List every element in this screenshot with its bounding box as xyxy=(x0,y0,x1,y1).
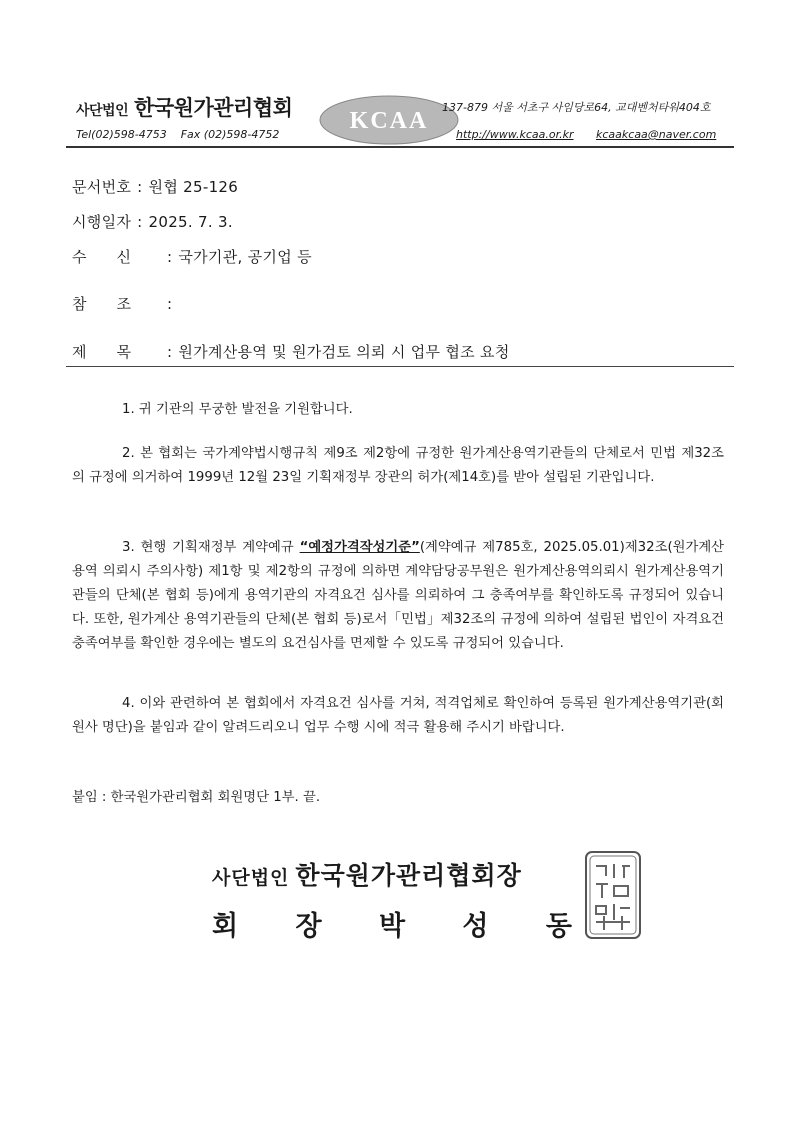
signature-org xyxy=(212,856,522,892)
recipient-row: 수신 : 국가기관, 공기업 등 xyxy=(72,248,312,266)
paragraph-1-text: 1. 귀 기관의 무궁한 발전을 기원합니다. xyxy=(122,402,353,417)
letterhead-contact xyxy=(76,128,279,141)
letterhead-org xyxy=(76,92,292,122)
paragraph-3 xyxy=(72,536,724,656)
paragraph-3-text-post: (계약예규 제785호, 2025.05.01)제32조(원가계산용역 의뢰시 주의사항) 제1항 및 제2항의 규정에 의하면 계약담당공무원은 원가계산용역의뢰시 원가계산용역기관들의 단체(본 협회 등)에게 용역기관의 자격요건 심사를 의뢰하여 그 충족여부를 확인하도록 규정되어 있습니다. 또한, 원가계산 용역기관들의 단체(본 협회 등)로서「민법」제32조의 규정에 의하여 설립된 법인이 자격요건 충족여부를 확인한 경우에는 별도의 요건심사를 면제할 수 있도록 규정되어 있습니다. xyxy=(72,540,725,651)
paragraph-3-emphasis: “예정가격작성기준” xyxy=(299,540,420,555)
subject-row: 제목 : 원가계산용역 및 원가검토 의뢰 시 업무 협조 요청 xyxy=(72,343,510,361)
recipient-label: 수신 xyxy=(72,248,161,266)
signature-char: 회 xyxy=(212,911,239,942)
paragraph-4 xyxy=(72,692,724,740)
signature-char: 박 xyxy=(378,911,406,942)
letterhead-divider xyxy=(66,146,734,148)
date-label: 시행일자 xyxy=(72,213,132,231)
paragraph-2-text: 2. 본 협회는 국가계약법시행규칙 제9조 제2항에 규정한 원가계산용역기관들의 단체로서 민법 제32조의 규정에 의거하여 1999년 12월 23일 기획재정부 장관의 허가(제14호)를 받아 설립된 기관입니다. xyxy=(72,446,724,485)
letterhead-fax: Fax (02)598-4752 xyxy=(180,128,280,141)
signature-name-line xyxy=(212,904,572,943)
signature-org-prefix: 사단법인 xyxy=(212,867,290,889)
attachment-note: 붙임 : 한국원가관리협회 회원명단 1부. 끝. xyxy=(72,790,321,805)
reference-row: 참조 : xyxy=(72,295,173,313)
doc-number-value: 원협 25-126 xyxy=(148,178,239,196)
letterhead-email-link[interactable]: kcaakcaa@naver.com xyxy=(596,128,717,141)
letterhead-website-link[interactable]: http://www.kcaa.or.kr xyxy=(456,128,574,141)
paragraph-1 xyxy=(72,398,724,422)
recipient-value: 국가기관, 공기업 등 xyxy=(178,248,312,266)
signature-char: 성 xyxy=(462,911,489,942)
paragraph-2 xyxy=(72,442,724,490)
subject-underline xyxy=(66,366,734,367)
signature-char: 동 xyxy=(545,911,572,942)
paragraph-3-text-pre: 3. 현행 기획재정부 계약예규 xyxy=(122,540,300,555)
kcaa-logo xyxy=(318,92,460,148)
letterhead-org-prefix: 사단법인 xyxy=(76,103,129,119)
letterhead-tel: Tel(02)598-4753 xyxy=(76,128,167,141)
kcaa-logo-text: KCAA xyxy=(349,108,429,134)
signature-char: 장 xyxy=(295,911,322,942)
date-row: 시행일자 : 2025. 7. 3. xyxy=(72,213,233,231)
letterhead-org-name: 한국원가관리협회 xyxy=(134,96,293,120)
signature-org-title: 한국원가관리협회장 xyxy=(295,861,522,890)
subject-label: 제목 xyxy=(72,343,161,361)
doc-number-label: 문서번호 xyxy=(72,178,132,196)
subject-value: 원가계산용역 및 원가검토 의뢰 시 업무 협조 요청 xyxy=(178,343,510,361)
official-seal-icon xyxy=(584,850,642,940)
letterhead-address: 137-879 서울 서초구 사임당로64, 교대벤처타워404호 xyxy=(442,101,711,114)
date-value: 2025. 7. 3. xyxy=(148,213,233,231)
reference-label: 참조 xyxy=(72,295,161,313)
paragraph-4-text: 4. 이와 관련하여 본 협회에서 자격요건 심사를 거쳐, 적격업체로 확인하여 등록된 원가계산용역기관(회원사 명단)을 붙임과 같이 알려드리오니 업무 수행 시에 적극 활용해 주시기 바랍니다. xyxy=(72,696,724,735)
doc-number-row: 문서번호 : 원협 25-126 xyxy=(72,178,239,196)
